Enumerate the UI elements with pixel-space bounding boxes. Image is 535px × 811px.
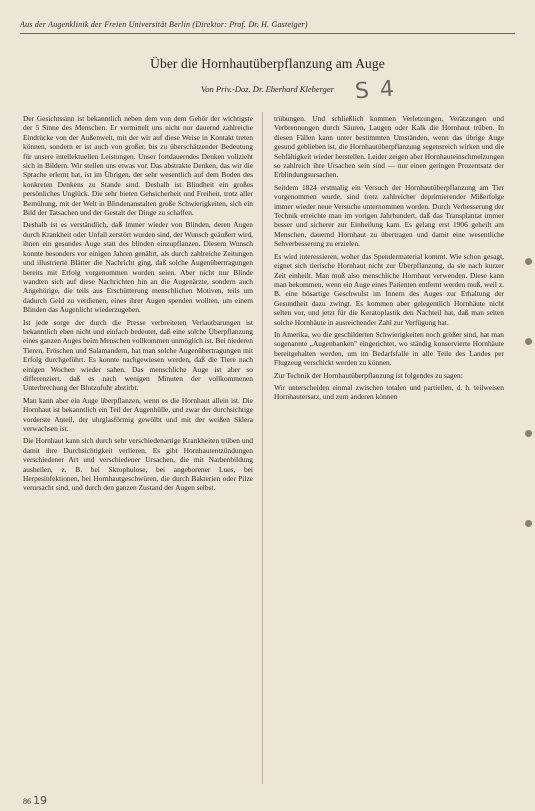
paragraph: Der Gesichtssinn ist bekanntlich neben dem von dem Gehör der wichtigste der 5 Sinne des Menschen. Er vermittelt uns nicht nur dauernd zahlreiche Eindrücke von der Außenwelt, mit der wir auf diese Weise in Kontakt treten können, sondern er ist auch von großer, bis zu überschätzender Bedeutung für unsere intellektuellen Leistungen. Unser fortdauerndes Denken vollzieht sich in Bildern. Wir stellen uns etwas vor. Das abstrakte Denken, das wir die Sprache erlernt hat, ist im Übrigen, der sehr wesentlich auf dem Boden des konkreten Denkens zu Stande sind. Deshalb ist Blindheit ein großes persönliches Unglück. Die sehr bieten Gehsicherheit und Freiheit, trotz aller Bemühung, mit der Welt in Blindenanstalten große Schwierigkeiten, sich ein Bild der Tatsachen und der Gestalt der Dinge zu schaffen. — [23, 114, 253, 218]
left-column — [23, 114, 253, 754]
right-column — [274, 114, 504, 786]
handwritten-margin-note: S 4 — [354, 76, 397, 105]
paragraph: Die Hornhaut kann sich durch sehr verschiedenartige Krankheiten trüben und damit ihre Durchsichtigkeit verlieren. Es gibt Hornhautentzündungen verschiedener Art und verschiedener Ursachen, die mit Narbenbildung ausheilen, z. B. bei Skrophulose, bei angeborener Lues, bei Herpesinfektionen, bei Hornhautgeschwüren, die durch Bakterien oder Pilze verursacht sind, und durch den ganzen Zustand der Augen selbst. — [23, 436, 253, 493]
binder-hole-marker — [525, 430, 532, 437]
article-title: Über die Hornhautüberpflanzung am Auge — [150, 56, 385, 71]
paragraph: trübungen. Und schließlich kommen Verletzungen, Verätzungen und Verbrennungen durch Säuren, Laugen oder Kalk die Hornhaut trüben. In diesen Fällen kann unter bestimmten Umständen, wenn das übrige Auge gesund geblieben ist, die Hornhautüberpflanzung segensreich wirken und die Sehfähigkeit wieder herstellen. Leider zeigen aber Hornhauteinschmelzungen so zahlreich ihre Ursachen sein sind — nur einen geringen Prozentsatz der Erblindungsursachen. — [274, 114, 504, 180]
page-number: 86 — [23, 797, 31, 806]
institute-header: Aus der Augenklinik der Freien Universität Berlin (Direktor: Prof. Dr. H. Gasteiger) — [20, 20, 308, 29]
binder-hole-marker — [525, 258, 532, 265]
handwritten-page-number: 19 — [33, 794, 47, 807]
header-rule — [20, 33, 515, 34]
paragraph: Man kann aber ein Auge überpflanzen, wenn es die Hornhaut allein ist. Die Hornhaut ist bekanntlich ein Teil der Augenhülle, und zwar der durchsichtige vorderste Anteil, der uhrglasförmig gewölbt und mit der weißen Sklera verwachsen ist. — [23, 395, 253, 433]
page-footer — [23, 794, 47, 807]
column-divider — [262, 112, 263, 784]
paragraph: Wir unterscheiden einmal zwischen totalen und partiellen, d. h. teilweisen Hornhautersatz, und zum anderen können — [274, 382, 504, 402]
binder-hole-marker — [525, 520, 532, 527]
paragraph: Es wird interessieren, woher das Spendermaterial kommt. Wie schon gesagt, eignet sich tierische Hornhaut nicht zur Überpflanzung, da sie nach kurzer Zeit einheilt. Man muß also menschliche Hornhaut verwenden. Diese kann man bekommen, wenn ein Auge eines Patienten entfernt werden muß, weil z. B. eine bösartige Geschwulst im Innern des Auges zur Erhaltung der Gesundheit dazu zwingt. Es kommen aber gelegentlich Hornhäute nicht selten vor, und jetzt für die Keratoplastik den Nachteil hat, daß man selten solche Hornhäute in ausreichender Zahl zur Verfügung hat. — [274, 251, 504, 327]
paragraph: Seitdem 1824 erstmalig ein Versuch der Hornhautüberpflanzung am Tier vorgenommen wurde, sind trotz zahlreicher deprimierender Mißerfolge immer wieder neue Versuche unternommen worden. Durch Verbesserung der Technik erreichte man im vorigen Jahrhundert, daß das Transplantat immer besser und sicherer zur Einheilung kam. Es gelang erst 1906 geheilt am Menschen, dauernd Hornhaut zu übertragen und damit eine wesentliche Sehverbesserung zu erzielen. — [274, 182, 504, 249]
paragraph: Zur Technik der Hornhautüberpflanzung ist folgendes zu sagen: — [274, 370, 463, 380]
paragraph: Ist jede sorge der durch die Presse verbreiteten Verlautbarungen ist bekanntlich eben nicht und einfach bedeutet, daß eine solche Überpflanzung eines ganzen Auges beim Menschen vollkommen unmöglich ist. Bei niederen Tieren, Fröschen und Salamandern, hat man solche Augenübertragungen mit Erfolg durchgeführt. Es konnte nachgewiesen werden, daß die Tiere nach einigen Wochen wieder sahen. Das menschliche Auge ist aber so differenziert, daß es nach wenigen Minuten der vollkommenen Unterbrechung der Blutzufuhr abstirbt. — [23, 317, 253, 393]
paragraph: In Amerika, wo die geschilderten Schwierigkeiten noch größer sind, hat man sogenannte „Augenbanken" eingerichtet, wo ständig konservierte Hornhäute bereitgehalten werden, um im Bedarfsfalle in alle Teile des Landes per Flugzeug verschickt werden zu können. — [274, 329, 504, 368]
binder-hole-marker — [525, 338, 532, 345]
paragraph: Deshalb ist es verständlich, daß immer wieder von Blinden, deren Augen durch Krankheit oder Unfall zerstört wurden sind, der Wunsch geäußert wird, ihnen ein gesundes Auge statt des blinden einzupflanzen. Diesem Wunsch konnte besonders vor einigen Jahren genährt, als durch zahlreiche Zeitungen und illustrierte Blätter die Nachricht ging, daß solche Augenübertragungen bereits mit Erfolg vorgenommen worden seien. Aber nicht nur Blinde wandten sich auf diese Nachrichten hin an die Augenärzte, sondern auch Angehörige, die teils aus Erschütterung menschlichen Motiven, teils um dadurch Geld zu verdienen, eines ihrer Augen spenden wollten, um einem Blinden das Augenlicht wiederzugeben. — [23, 220, 253, 315]
article-author: Von Priv.-Doz. Dr. Eberhard Kleberger — [201, 84, 334, 94]
